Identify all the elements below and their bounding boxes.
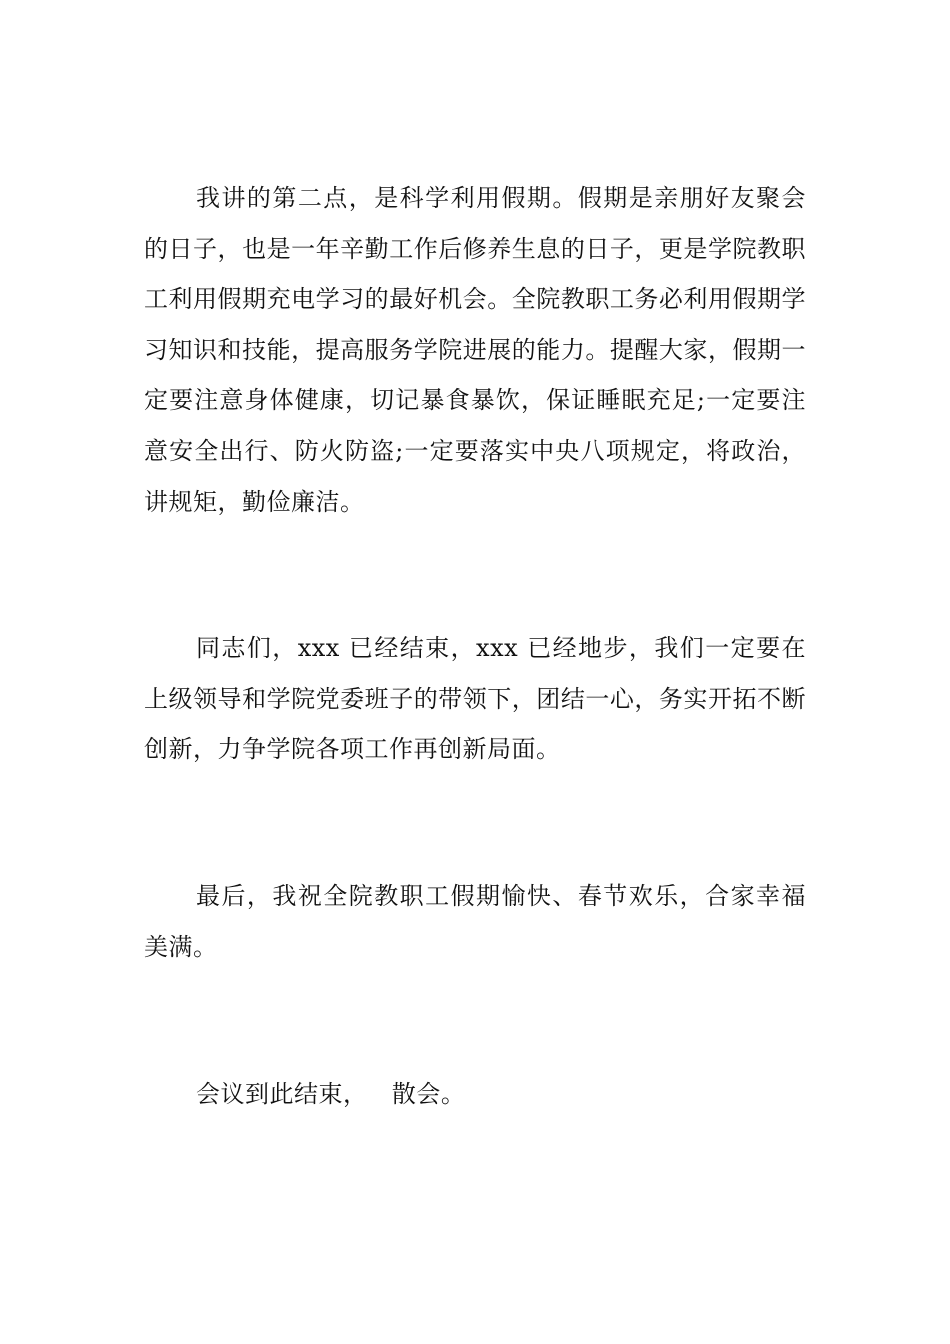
paragraph-holiday-wishes: 最后，我祝全院教职工假期愉快、春节欢乐，合家幸福美满。 [144, 882, 806, 961]
paragraph-comrades: 同志们，xxx 已经结束，xxx 已经地步，我们一定要在上级领导和学院党委班子的带领下，团结一心，务实开拓不断创新，力争学院各项工作再创新局面。 [144, 634, 806, 764]
paragraph-second-point: 我讲的第二点，是科学利用假期。假期是亲朋好友聚会的日子，也是一年辛勤工作后修养生息的日子，更是学院教职工利用假期充电学习的最好机会。全院教职工务必利用假期学习知识和技能，提高服务学院进展的能力。提醒大家，假期一定要注意身体健康，切记暴食暴饮，保证睡眠充足;一定要注意安全出行、防火防盗;一定要落实中央八项规定，将政治，讲规矩，勤俭廉洁。 [144, 184, 806, 516]
paragraph-meeting-close: 会议到此结束， 散会。 [196, 1080, 466, 1108]
